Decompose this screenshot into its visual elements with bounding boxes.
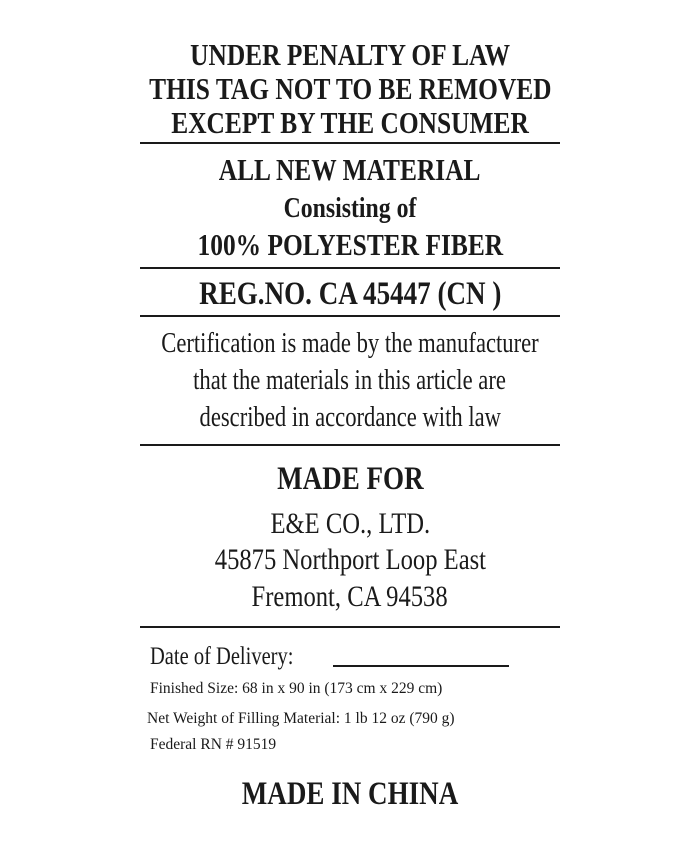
federal-rn: Federal RN # 91519 bbox=[150, 736, 277, 753]
divider bbox=[140, 444, 560, 446]
material-line-2: Consisting of bbox=[283, 192, 417, 224]
net-weight: Net Weight of Filling Material: 1 lb 12 oz (790 g) bbox=[147, 710, 455, 727]
date-of-delivery-blank bbox=[333, 665, 509, 667]
divider bbox=[140, 626, 560, 628]
certification-line-2: that the materials in this article are bbox=[193, 364, 507, 396]
company-name: E&E CO., LTD. bbox=[270, 507, 430, 540]
city-state-zip: Fremont, CA 94538 bbox=[251, 580, 449, 613]
divider bbox=[140, 142, 560, 144]
date-of-delivery-label: Date of Delivery: bbox=[150, 643, 294, 670]
country-of-origin: MADE IN CHINA bbox=[241, 776, 459, 812]
finished-size: Finished Size: 68 in x 90 in (173 cm x 229 cm) bbox=[150, 680, 443, 697]
material-line-1: ALL NEW MATERIAL bbox=[219, 152, 481, 187]
made-for-heading: MADE FOR bbox=[276, 461, 424, 497]
street-address: 45875 Northport Loop East bbox=[214, 543, 486, 576]
divider bbox=[140, 267, 560, 269]
certification-line-3: described in accordance with law bbox=[199, 401, 501, 433]
warning-line-2: THIS TAG NOT TO BE REMOVED bbox=[148, 71, 552, 106]
divider bbox=[140, 315, 560, 317]
warning-line-3: EXCEPT BY THE CONSUMER bbox=[171, 105, 529, 140]
material-line-3: 100% POLYESTER FIBER bbox=[197, 227, 503, 262]
certification-line-1: Certification is made by the manufacturer bbox=[161, 327, 539, 359]
warning-line-1: UNDER PENALTY OF LAW bbox=[190, 37, 510, 72]
registration-number: REG.NO. CA 45447 (CN ) bbox=[198, 276, 502, 312]
